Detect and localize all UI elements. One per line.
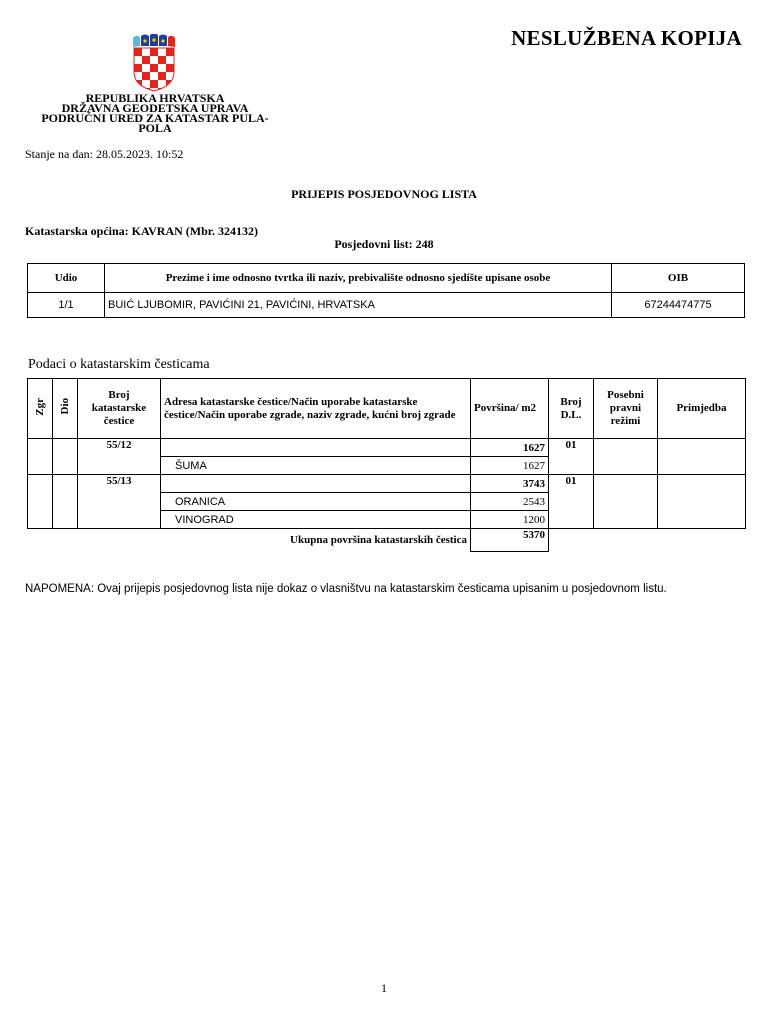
header-zgr: Zgr	[28, 379, 53, 439]
unofficial-copy-watermark: NESLUŽBENA KOPIJA	[511, 26, 742, 50]
croatian-coat-of-arms-icon	[130, 34, 178, 92]
total-area-value: 5370	[471, 529, 549, 552]
page-number: 1	[381, 981, 387, 995]
owners-table	[27, 263, 745, 318]
table-row	[28, 293, 745, 318]
usage-area: 1627	[471, 457, 549, 475]
header-oib: OIB	[612, 264, 745, 293]
header-area: Površina/ m2	[471, 379, 549, 439]
table-row	[28, 475, 746, 493]
parcels-table	[27, 378, 746, 552]
parcel-number: 55/13	[78, 475, 161, 529]
parcel-remark	[658, 439, 746, 475]
parcel-special	[594, 439, 658, 475]
document-title: PRIJEPIS POSJEDOVNOG LISTA	[291, 187, 477, 201]
usage-area: 2543	[471, 493, 549, 511]
institution-line: REPUBLIKA HRVATSKA	[85, 91, 225, 105]
parcel-address	[161, 439, 471, 457]
parcel-dio	[53, 439, 78, 475]
owner-share: 1/1	[28, 293, 105, 318]
total-area-label: Ukupna površina katastarskih čestica	[290, 534, 467, 547]
total-row-empty	[549, 529, 746, 552]
institution-line: PODRUČNI URED ZA KATASTAR PULA-POLA	[41, 111, 269, 135]
owner-oib: 67244474775	[612, 293, 745, 318]
parcels-section-title: Podaci o katastarskim česticama	[28, 357, 210, 372]
parcels-header-row	[28, 379, 746, 439]
usage-name: VINOGRAD	[161, 511, 471, 529]
parcel-zgr	[28, 475, 53, 529]
header-special-regimes: Posebni pravni režimi	[594, 379, 658, 439]
parcel-dl: 01	[549, 439, 594, 475]
parcel-dio	[53, 475, 78, 529]
table-row	[28, 439, 746, 457]
total-row	[28, 529, 746, 552]
usage-area: 1200	[471, 511, 549, 529]
parcel-dl: 01	[549, 475, 594, 529]
parcel-number: 55/12	[78, 439, 161, 475]
parcel-zgr	[28, 439, 53, 475]
note: NAPOMENA: Ovaj prijepis posjedovnog lista nije dokaz o vlasništvu na katastarskim česticama upisanim u posjedovnom listu.	[25, 583, 667, 595]
owners-header-row	[28, 264, 745, 293]
usage-name: ORANICA	[161, 493, 471, 511]
cadastral-municipality: Katastarska općina: KAVRAN (Mbr. 324132)	[25, 224, 259, 238]
owner-name: BUIĆ LJUBOMIR, PAVIĆINI 21, PAVIĆINI, HRVATSKA	[105, 293, 612, 318]
header-remark: Primjedba	[658, 379, 746, 439]
header-dl-number: Broj D.L.	[549, 379, 594, 439]
parcel-address	[161, 475, 471, 493]
parcel-special	[594, 475, 658, 529]
header-dio: Dio	[53, 379, 78, 439]
institution-block	[26, 93, 284, 133]
status-date: Stanje na dan: 28.05.2023. 10:52	[25, 147, 184, 161]
header-parcel-number: Broj katastarske čestice	[78, 379, 161, 439]
header-udio: Udio	[28, 264, 105, 293]
usage-name: ŠUMA	[161, 457, 471, 475]
parcel-total-area: 3743	[471, 475, 549, 493]
parcel-total-area: 1627	[471, 439, 549, 457]
header-owner-name: Prezime i ime odnosno tvrtka ili naziv, prebivalište odnosno sjedište upisane osobe	[105, 264, 612, 293]
institution-line: DRŽAVNA GEODETSKA UPRAVA	[61, 101, 249, 115]
possession-sheet-number: Posjedovni list: 248	[334, 237, 434, 251]
parcel-remark	[658, 475, 746, 529]
header-address-usage: Adresa katastarske čestice/Način uporabe katastarske čestice/Način uporabe zgrade, naziv zgrade, kućni broj zgrade	[161, 379, 471, 439]
